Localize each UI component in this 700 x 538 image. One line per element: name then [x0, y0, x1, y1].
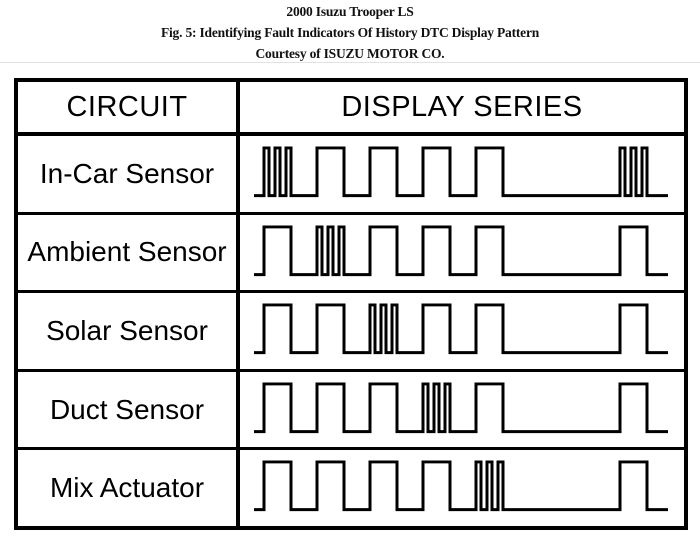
header-divider	[0, 62, 700, 63]
table-row-in-car-sensor	[18, 136, 684, 215]
table-header-row	[18, 82, 684, 136]
waveform-cell	[240, 136, 684, 212]
circuit-label: Duct Sensor	[18, 372, 240, 448]
circuit-label: In-Car Sensor	[18, 136, 240, 212]
waveform-cell	[240, 293, 684, 369]
dtc-waveform-mix-actuator	[240, 450, 684, 526]
dtc-waveform-in-car-sensor	[240, 136, 684, 212]
waveform-cell	[240, 215, 684, 291]
figure-header	[0, 1, 700, 64]
table-row-duct-sensor	[18, 372, 684, 451]
dtc-waveform-duct-sensor	[240, 372, 684, 448]
table-row-solar-sensor	[18, 293, 684, 372]
figure-caption: Fig. 5: Identifying Fault Indicators Of History DTC Display Pattern	[160, 25, 540, 40]
table-row-mix-actuator	[18, 450, 684, 526]
courtesy-line: Courtesy of ISUZU MOTOR CO.	[255, 46, 445, 61]
waveform-cell	[240, 450, 684, 526]
vehicle-title: 2000 Isuzu Trooper LS	[286, 4, 414, 19]
dtc-waveform-ambient-sensor	[240, 215, 684, 291]
column-header-circuit: CIRCUIT	[18, 82, 240, 132]
dtc-waveform-solar-sensor	[240, 293, 684, 369]
column-header-display-series: DISPLAY SERIES	[341, 90, 583, 123]
circuit-label: Solar Sensor	[18, 293, 240, 369]
circuit-label: Mix Actuator	[18, 450, 240, 526]
dtc-pattern-table	[14, 78, 688, 530]
waveform-cell	[240, 372, 684, 448]
circuit-label: Ambient Sensor	[18, 215, 240, 291]
table-row-ambient-sensor	[18, 215, 684, 294]
